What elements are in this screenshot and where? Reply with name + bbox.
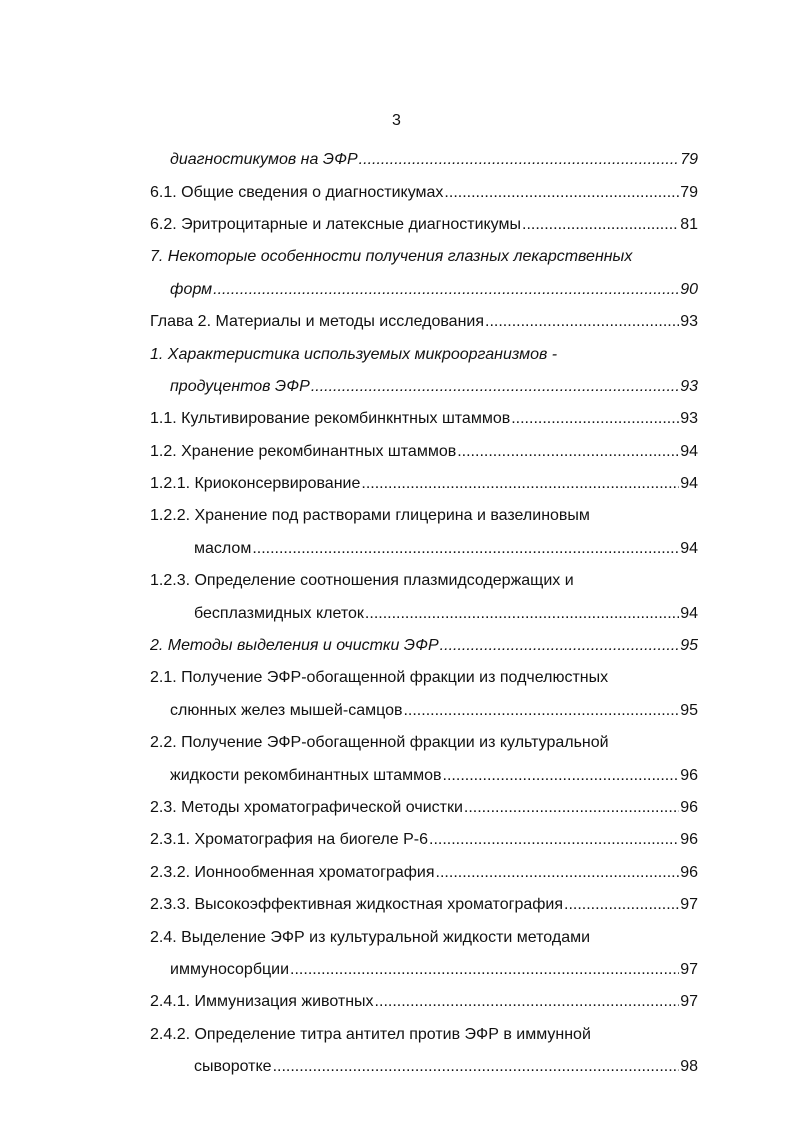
toc-entry [150, 597, 698, 629]
toc-entry-title: 2.2. Получение ЭФР-обогащенной фракции из культуральной [150, 734, 609, 752]
toc-entry-title: 1.2. Хранение рекомбинантных штаммов [150, 442, 457, 460]
toc-entry [150, 436, 698, 468]
toc-entry [150, 176, 698, 208]
toc-dot-leader [252, 540, 679, 558]
toc-entry [150, 727, 698, 759]
toc-entry [150, 954, 698, 986]
toc-entry-page: 79 [680, 151, 698, 169]
toc-entry [150, 921, 698, 953]
toc-entry [150, 857, 698, 889]
toc-entry-page: 81 [680, 215, 698, 233]
toc-entry [150, 824, 698, 856]
toc-dot-leader [311, 378, 679, 396]
toc-entry [150, 371, 698, 403]
toc-dot-leader [440, 637, 680, 655]
toc-dot-leader [365, 605, 679, 623]
toc-entry-page: 96 [680, 799, 698, 816]
toc-dot-leader [375, 993, 680, 1011]
toc-entry-page: 90 [680, 280, 698, 298]
toc-dot-leader [359, 151, 680, 169]
toc-entry-title: 2. Методы выделения и очистки ЭФР [150, 637, 439, 655]
toc-dot-leader [444, 184, 679, 202]
toc-dot-leader [436, 864, 680, 882]
toc-entry-page: 97 [680, 993, 698, 1011]
toc-entry [150, 533, 698, 565]
toc-dot-leader [457, 443, 679, 461]
toc-entry-title: сыворотке [194, 1058, 272, 1076]
toc-entry-title: бесплазмидных клеток [194, 604, 364, 622]
toc-entry-title: 2.4.1. Иммунизация животных [150, 993, 374, 1011]
toc-entry [150, 403, 698, 435]
toc-entry-title: 2.4. Выделение ЭФР из культуральной жидкости методами [150, 928, 591, 946]
toc-entry-title: 1.2.2. Хранение под растворами глицерина и вазелиновым [150, 507, 590, 525]
toc-entry-title: продуцентов ЭФР [170, 377, 310, 395]
toc-entry [150, 209, 698, 241]
toc-entry-title: маслом [194, 539, 252, 557]
toc-entry-title: 6.1. Общие сведения о диагностикумах [150, 183, 444, 201]
toc-entry [150, 565, 698, 597]
toc-entry-title: 7. Некоторые особенности получения глазных лекарственных [150, 248, 633, 266]
toc-entry-title: 2.4.2. Определение титра антител против ЭФР в иммунной [150, 1025, 591, 1043]
toc-entry-title: 1.2.3. Определение соотношения плазмидсодержащих и [150, 572, 574, 590]
toc-entry-page: 94 [680, 539, 698, 557]
toc-dot-leader [511, 410, 679, 428]
toc-dot-leader [403, 702, 679, 720]
toc-entry-title: 1. Характеристика используемых микроорганизмов - [150, 345, 558, 363]
toc-entry-page: 96 [680, 766, 698, 784]
toc-dot-leader [522, 216, 679, 234]
toc-entry [150, 468, 698, 500]
toc-entry-page: 97 [680, 896, 698, 914]
toc-dot-leader [429, 831, 679, 849]
toc-entry [150, 1051, 698, 1083]
toc-entry [150, 630, 698, 662]
toc-entry-page: 95 [680, 701, 698, 719]
toc-entry-page: 93 [680, 410, 698, 428]
toc-dot-leader [290, 961, 679, 979]
toc-entry-title: форм [170, 280, 213, 298]
toc-entry-page: 94 [680, 442, 698, 460]
toc-entry-title: 1.1. Культивирование рекомбинкнтных штаммов [150, 410, 511, 428]
toc-entry [150, 695, 698, 727]
toc-entry [150, 759, 698, 791]
toc-entry [150, 986, 698, 1018]
toc-entry-page: 98 [680, 1058, 698, 1076]
toc-entry [150, 338, 698, 370]
toc-entry-page: 93 [680, 377, 698, 395]
page-number: 3 [392, 112, 401, 129]
toc-entry-title: 2.1. Получение ЭФР-обогащенной фракции из подчелюстных [150, 669, 609, 687]
toc-entry-title: 2.3.2. Ионнообменная хроматография [150, 863, 435, 881]
toc-entry-page: 79 [680, 183, 698, 201]
toc-entry-page: 94 [680, 475, 698, 493]
toc-entry-page: 96 [680, 863, 698, 881]
toc-entry-title: Глава 2. Материалы и методы исследования [150, 313, 485, 331]
toc-entry-page: 97 [680, 960, 698, 978]
toc-entry-page: 95 [680, 637, 698, 655]
toc-dot-leader [485, 313, 679, 331]
toc-entry-title: 2.3. Методы хроматографической очистки [150, 799, 463, 816]
toc-entry [150, 241, 698, 273]
toc-entry-title: 2.3.1. Хроматография на биогеле Р-6 [150, 831, 428, 849]
toc-dot-leader [273, 1058, 680, 1076]
toc-entry-title: 2.3.3. Высокоэффективная жидкостная хроматография [150, 896, 563, 914]
toc-dot-leader [564, 896, 679, 914]
toc-entry [150, 889, 698, 921]
table-of-contents [150, 144, 698, 1083]
toc-dot-leader [464, 799, 679, 817]
toc-entry [150, 500, 698, 532]
toc-entry-title: 6.2. Эритроцитарные и латексные диагностикумы [150, 215, 521, 233]
toc-entry [150, 662, 698, 694]
toc-dot-leader [443, 767, 680, 785]
toc-entry [150, 1019, 698, 1051]
toc-entry [150, 306, 698, 338]
toc-entry-title: жидкости рекомбинантных штаммов [170, 766, 442, 784]
toc-entry-page: 96 [680, 831, 698, 849]
toc-entry [150, 274, 698, 306]
toc-entry-title: диагностикумов на ЭФР [170, 151, 358, 169]
toc-entry [150, 144, 698, 176]
toc-entry-title: иммуносорбции [170, 960, 290, 978]
toc-entry-page: 94 [680, 604, 698, 622]
toc-dot-leader [213, 281, 679, 299]
toc-dot-leader [361, 475, 679, 493]
toc-entry-page: 93 [680, 313, 698, 331]
toc-entry-title: 1.2.1. Криоконсервирование [150, 475, 361, 493]
toc-entry-title: слюнных желез мышей-самцов [170, 701, 403, 719]
toc-entry [150, 792, 698, 824]
